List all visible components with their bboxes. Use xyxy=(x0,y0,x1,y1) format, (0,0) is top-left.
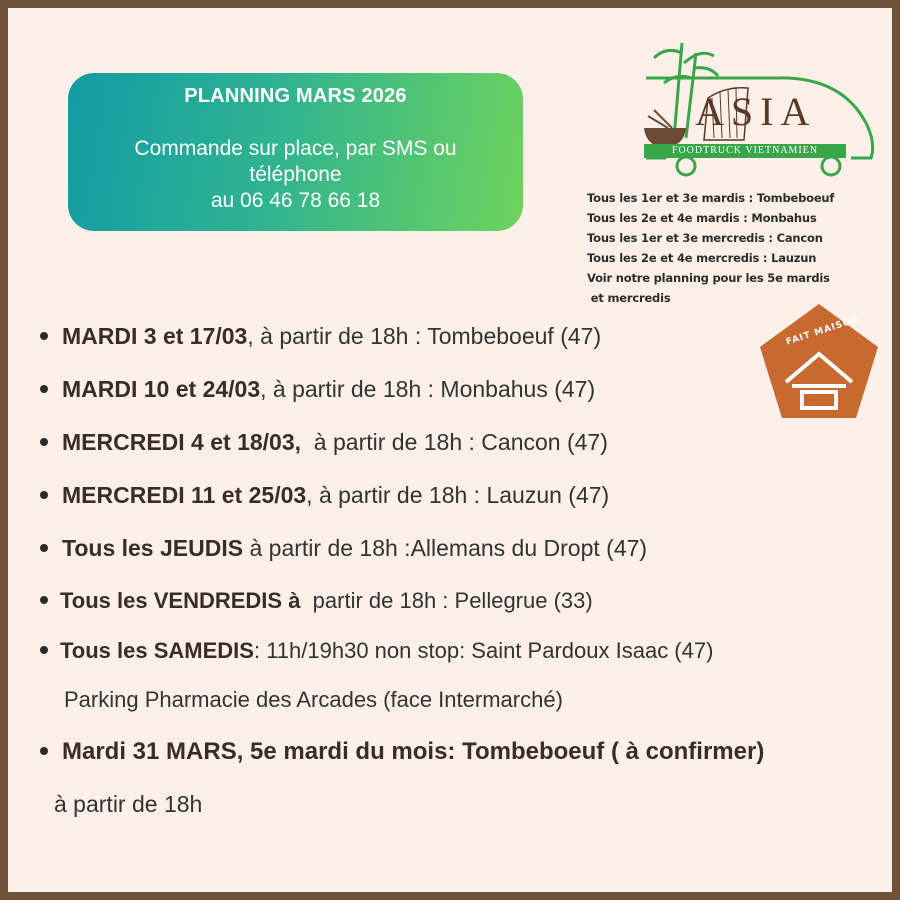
schedule-line: Voir notre planning pour les 5e mardis xyxy=(587,271,830,285)
schedule-line: et mercredis xyxy=(587,291,671,305)
schedule-line: Tous les 2e et 4e mercredis : Lauzun xyxy=(587,251,817,265)
list-item xyxy=(40,376,595,403)
item-detail: à partir de 18h : Cancon (47) xyxy=(307,429,608,455)
bullet-icon xyxy=(40,747,48,755)
list-item-special xyxy=(40,738,764,766)
banner-line-2: téléphone xyxy=(249,163,342,186)
item-detail: à partir de 18h :Allemans du Dropt (47) xyxy=(243,535,648,561)
item-day: Tous les SAMEDIS xyxy=(60,638,254,663)
item-detail: , à partir de 18h : Monbahus (47) xyxy=(260,376,596,402)
item-day: Tous les JEUDIS xyxy=(62,535,244,561)
bullet-icon xyxy=(40,544,48,552)
list-item xyxy=(40,535,647,562)
samedi-note: Parking Pharmacie des Arcades (face Intermarché) xyxy=(64,687,563,712)
item-day: MERCREDI 11 et 25/03 xyxy=(62,482,307,508)
list-item xyxy=(40,429,608,456)
special-note: à partir de 18h xyxy=(54,791,203,817)
banner-line-1: Commande sur place, par SMS ou xyxy=(134,137,457,160)
item-detail: : 11h/19h30 non stop: Saint Pardoux Isaac (47) xyxy=(253,638,714,663)
logo-brand: ASIA xyxy=(695,89,817,134)
bullet-icon xyxy=(40,332,48,340)
bullet-icon xyxy=(40,491,48,499)
banner-phone: au 06 46 78 66 18 xyxy=(210,189,381,212)
bullet-icon xyxy=(40,438,48,446)
list-item xyxy=(40,323,601,350)
item-day: MERCREDI 4 et 18/03, xyxy=(62,429,308,455)
item-detail: partir de 18h : Pellegrue (33) xyxy=(300,588,593,613)
banner-title: PLANNING MARS 2026 xyxy=(184,85,407,107)
list-item xyxy=(40,588,593,614)
logo-tagline: FOODTRUCK VIETNAMIEN xyxy=(671,145,819,156)
schedule-line: Tous les 1er et 3e mercredis : Cancon xyxy=(587,231,823,245)
planning-list xyxy=(8,8,892,892)
badge-label: FAIT MAISON xyxy=(785,314,861,348)
list-item xyxy=(40,638,713,664)
item-detail: , à partir de 18h : Tombeboeuf (47) xyxy=(247,323,602,349)
item-day: MARDI 10 et 24/03 xyxy=(62,376,261,402)
item-day: MARDI 3 et 17/03 xyxy=(62,323,248,349)
item-day: Mardi 31 MARS, 5e mardi du mois: Tombeboeuf ( à confirmer) xyxy=(62,738,765,765)
bullet-icon xyxy=(40,385,48,393)
item-day: Tous les VENDREDIS à xyxy=(60,588,301,613)
poster xyxy=(8,8,892,892)
schedule-line: Tous les 2e et 4e mardis : Monbahus xyxy=(587,211,817,225)
bullet-icon xyxy=(40,596,48,604)
bullet-icon xyxy=(40,646,48,654)
list-item xyxy=(40,482,609,509)
item-detail: , à partir de 18h : Lauzun (47) xyxy=(306,482,610,508)
schedule-line: Tous les 1er et 3e mardis : Tombeboeuf xyxy=(587,191,835,205)
